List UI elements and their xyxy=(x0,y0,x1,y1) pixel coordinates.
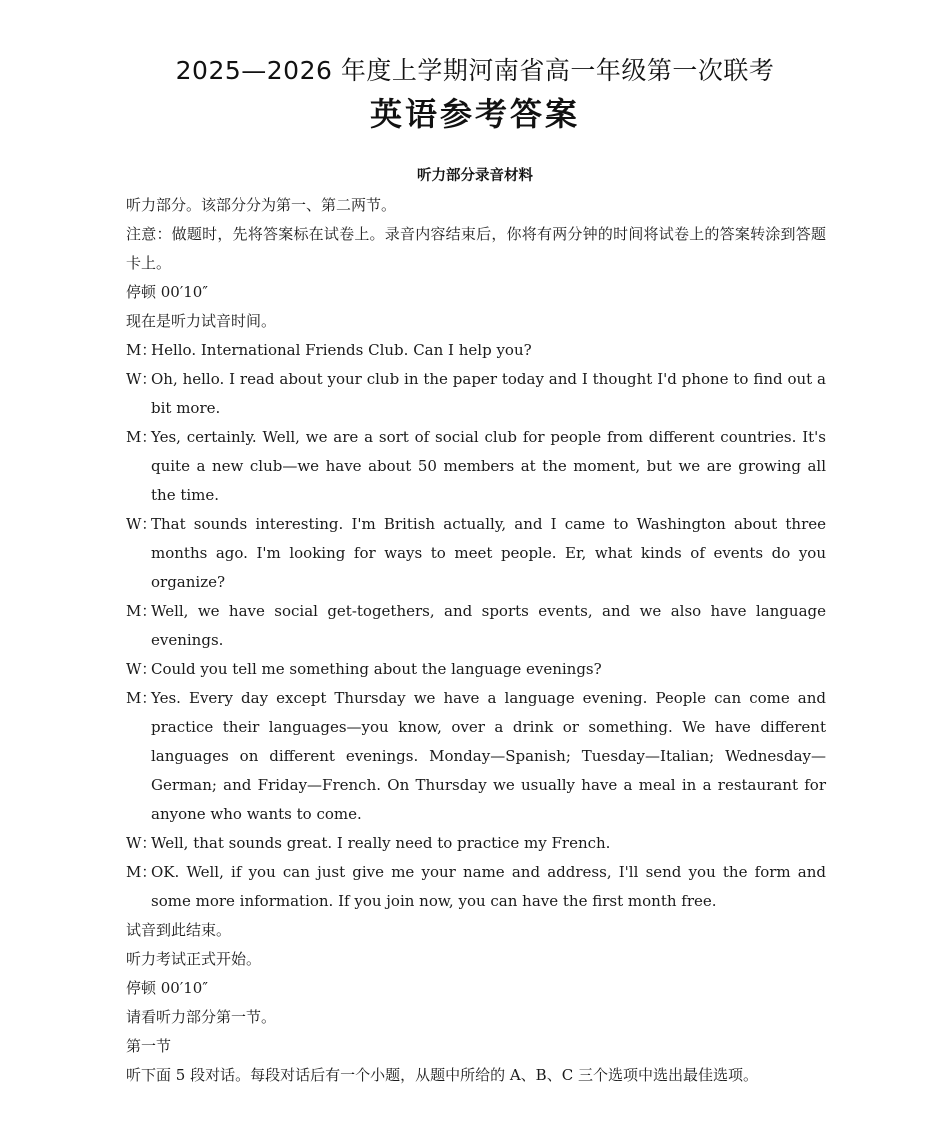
dialog-text: Could you tell me something about the language evenings? xyxy=(151,660,602,678)
instruction-line: 听力考试正式开始。 xyxy=(126,950,262,968)
speaker-label: W： xyxy=(126,370,157,388)
speaker-label: M： xyxy=(126,689,157,707)
dialog-text: Well, that sounds great. I really need to practice my French. xyxy=(151,834,611,852)
dialog-line xyxy=(126,858,826,916)
transcript-body xyxy=(126,191,826,1090)
speaker-label: M： xyxy=(126,341,157,359)
dialog-line xyxy=(126,829,826,858)
dialog-text: Yes. Every day except Thursday we have a language evening. People can come and practice their languages—you know, over a drink or something. We have different languages on different evenings. Monday—Spanish; Tuesday—Italian; Wednesday—German; and Friday—French. On Thursday we usually have a meal in a restaurant for anyone who wants to come. xyxy=(151,689,826,823)
dialog-text: Oh, hello. I read about your club in the paper today and I thought I'd phone to find out a bit more. xyxy=(151,370,826,417)
dialog-text: OK. Well, if you can just give me your name and address, I'll send you the form and some more information. If you join now, you can have the first month free. xyxy=(151,863,826,910)
dialog-line xyxy=(126,684,826,829)
exam-title: 2025—2026 年度上学期河南省高一年级第一次联考 xyxy=(175,56,775,85)
instruction-line: 听下面 5 段对话。每段对话后有一个小题，从题中所给的 A、B、C 三个选项中选出最佳选项。 xyxy=(126,1066,758,1084)
dialog-line xyxy=(126,597,826,655)
dialog-line xyxy=(126,510,826,597)
speaker-label: W： xyxy=(126,834,157,852)
answer-key-title: 英语参考答案 xyxy=(369,95,580,133)
speaker-label: W： xyxy=(126,515,157,533)
speaker-label: W： xyxy=(126,660,157,678)
dialog-text: That sounds interesting. I'm British actually, and I came to Washington about three months ago. I'm looking for ways to meet people. Er, what kinds of events do you organize? xyxy=(151,515,826,591)
speaker-label: M： xyxy=(126,863,157,881)
instruction-line: 试音到此结束。 xyxy=(126,921,232,939)
section-heading: 听力部分录音材料 xyxy=(417,168,533,184)
speaker-label: M： xyxy=(126,602,157,620)
instruction-line: 现在是听力试音时间。 xyxy=(126,312,277,330)
section-label: 第一节 xyxy=(126,1037,172,1055)
dialog-text: Hello. International Friends Club. Can I help you? xyxy=(151,341,532,359)
instruction-line: 听力部分。该部分分为第一、第二两节。 xyxy=(126,196,397,214)
instruction-line: 注意：做题时，先将答案标在试卷上。录音内容结束后，你将有两分钟的时间将试卷上的答案转涂到答题卡上。 xyxy=(126,225,826,272)
dialog-line xyxy=(126,423,826,510)
pause-line: 停顿 00′10″ xyxy=(126,283,208,301)
dialog-line xyxy=(126,336,826,365)
pause-line: 停顿 00′10″ xyxy=(126,979,208,997)
speaker-label: M： xyxy=(126,428,157,446)
dialog-line xyxy=(126,655,826,684)
instruction-line: 请看听力部分第一节。 xyxy=(126,1008,277,1026)
dialog-text: Well, we have social get-togethers, and sports events, and we also have language evenings. xyxy=(151,602,826,649)
dialog-line xyxy=(126,365,826,423)
dialog-text: Yes, certainly. Well, we are a sort of social club for people from different countries. It's quite a new club—we have about 50 members at the moment, but we are growing all the time. xyxy=(151,428,826,504)
